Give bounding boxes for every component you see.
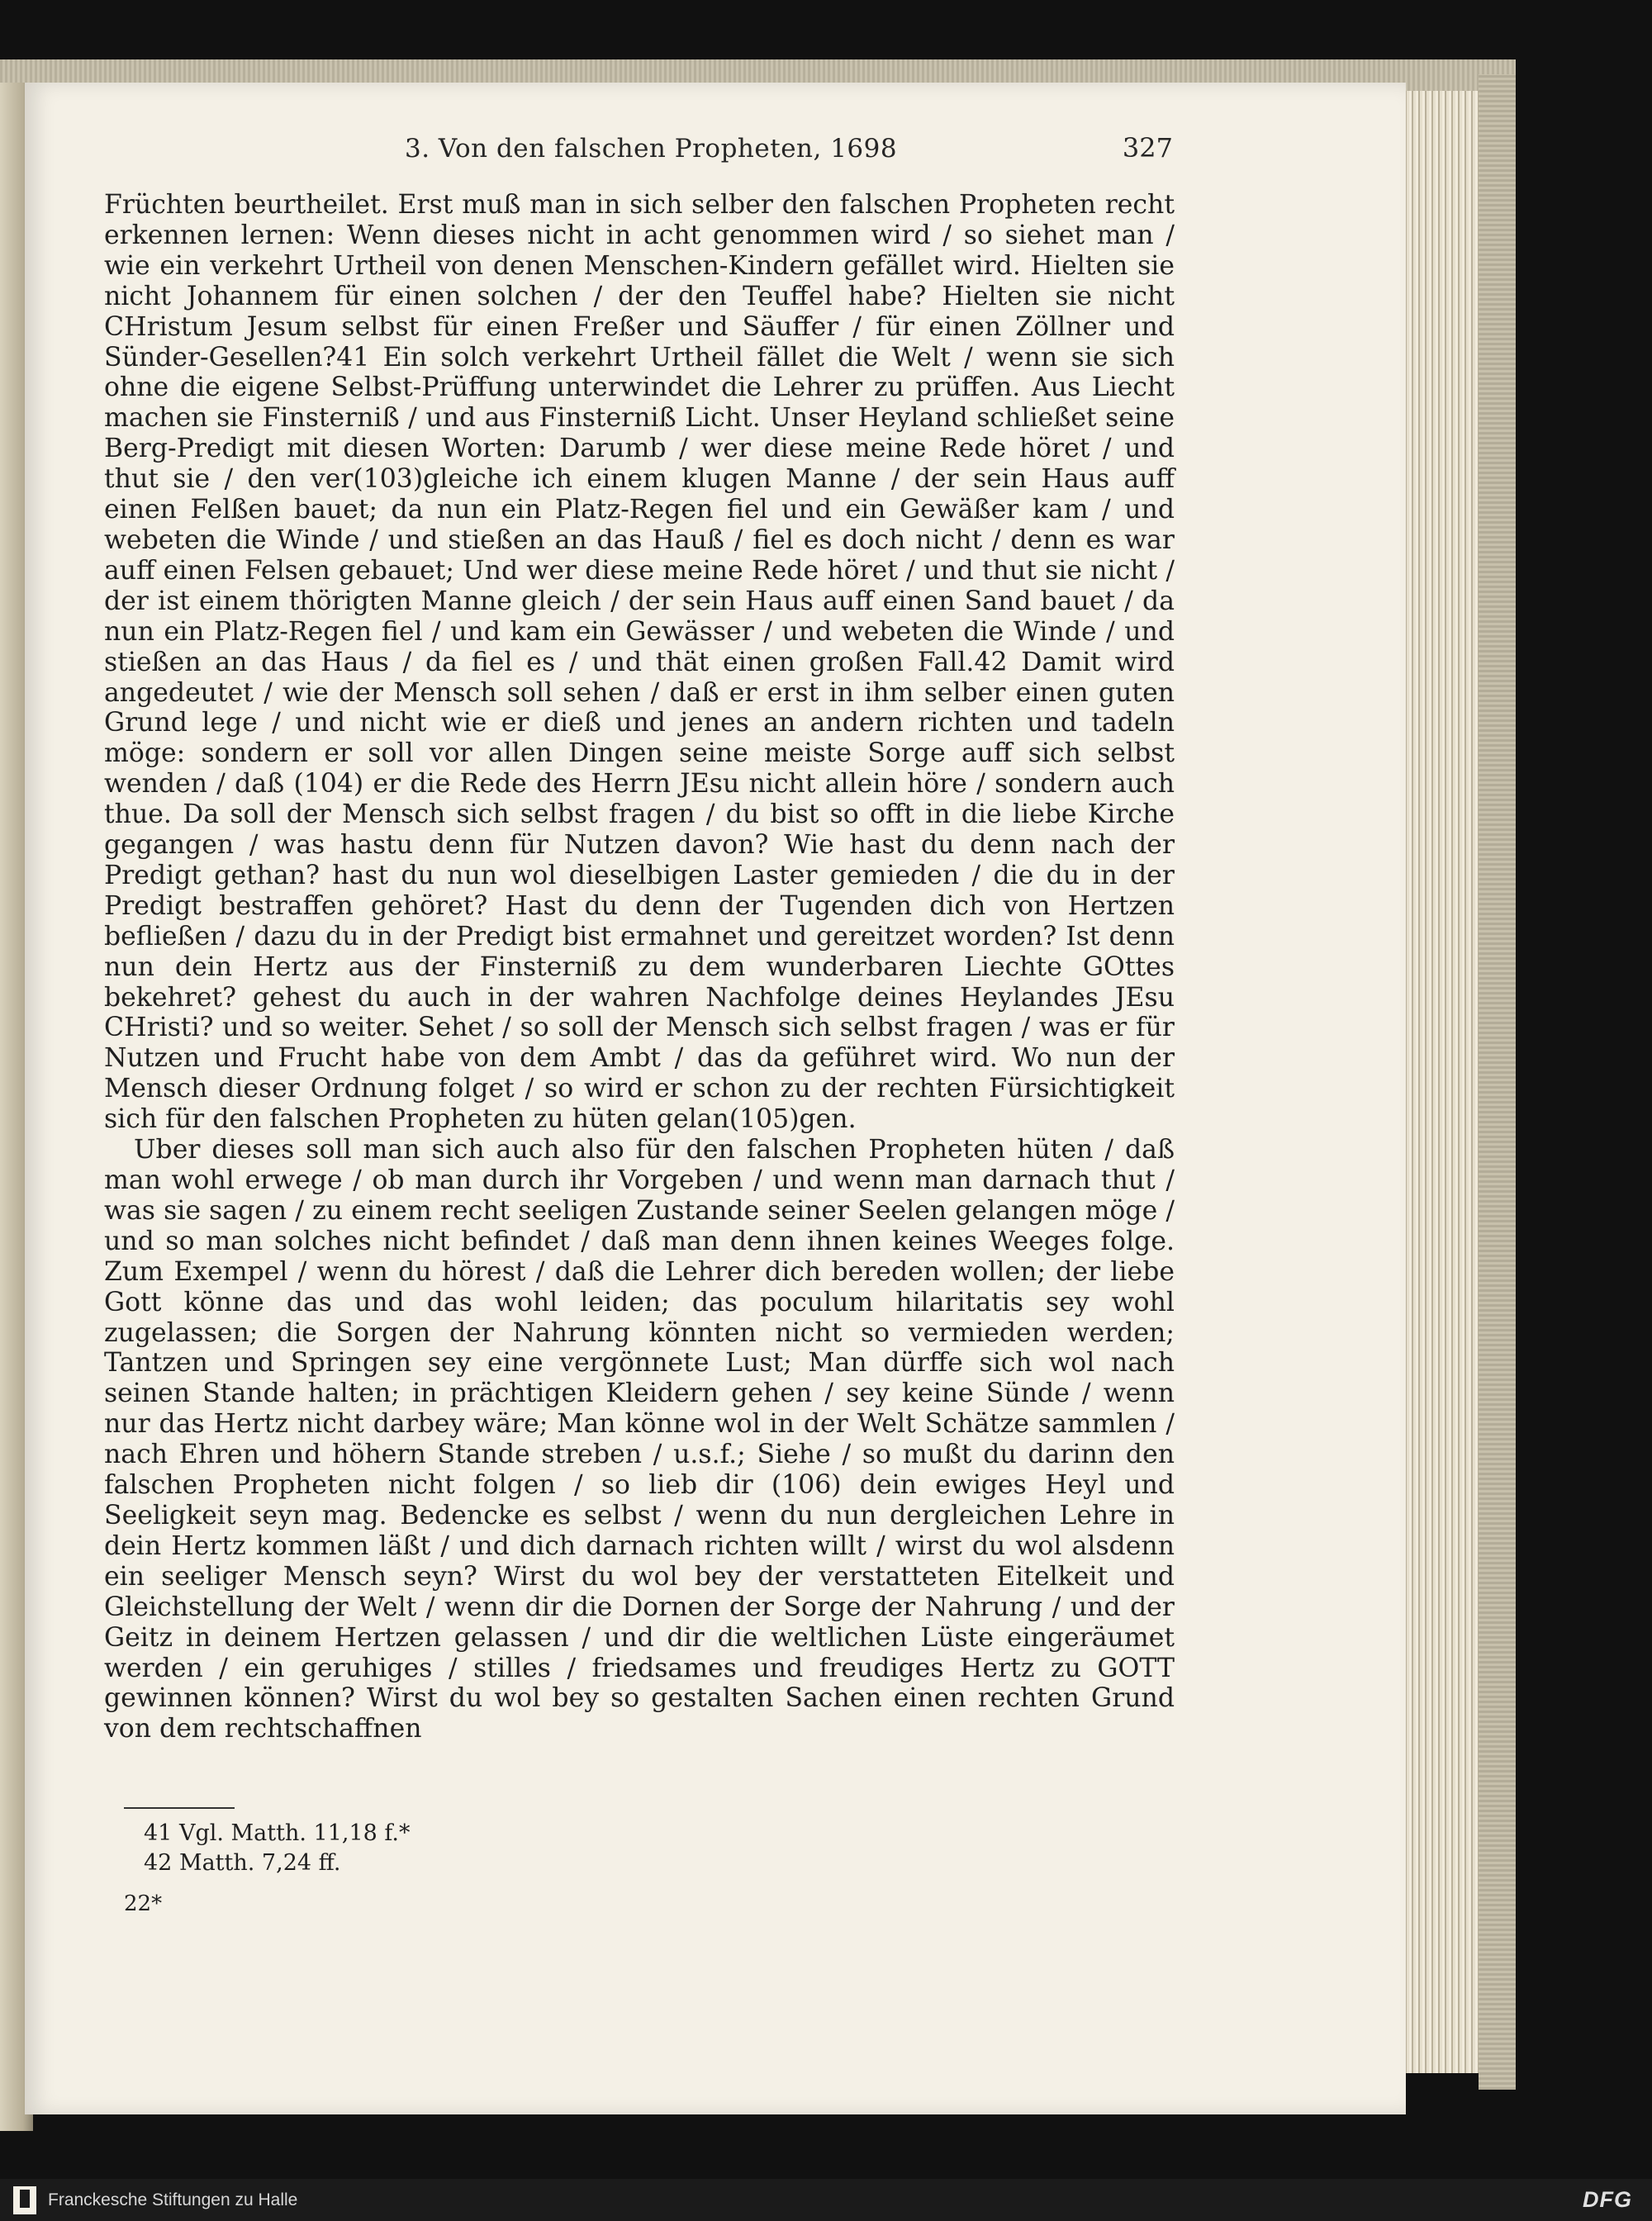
institution-logo-icon [13, 2186, 36, 2214]
footnote: 42 Matth. 7,24 ff. [144, 1850, 341, 1876]
running-head [99, 132, 1173, 164]
institution-name: Franckesche Stiftungen zu Halle [48, 2190, 298, 2209]
footer-institution-block[interactable] [13, 2186, 297, 2214]
body-text [104, 190, 1175, 1744]
footnotes [104, 1807, 600, 1878]
running-title: 3. Von den falschen Propheten, 1698 [405, 134, 898, 164]
viewer-footer [0, 2179, 1652, 2221]
page-edges [1396, 91, 1487, 2073]
book-cover-right-edge [1479, 74, 1516, 2090]
printer-signature: 22* [124, 1891, 163, 1916]
page-number: 327 [1122, 132, 1173, 164]
body-paragraph: Uber dieses soll man sich auch also für den falschen Propheten hüten / daß man wohl erwege / ob man durch ihr Vorgeben / und wenn man darnach thut / was sie sagen / zu einem recht seeligen Zustande seiner Seelen gelangen möge / und so man solches nicht befindet / daß man denn ihnen keines Weeges folge. Zum Exempel / wenn du hörest / daß die Lehrer dich bereden wollen; der liebe Gott könne das und das wohl leiden; das poculum hilaritatis sey wohl zugelassen; die Sorgen der Nahrung könnten nicht so vermieden werden; Tantzen und Springen sey eine vergönnete Lust; Man dürffe sich wol nach seinen Stande halten; in prächtigen Kleidern gehen / sey keine Sünde / wenn nur das Hertz nicht darbey wäre; Man könne wol in der Welt Schätze sammlen / nach Ehren und höhern Stande streben / u.s.f.; Siehe / so mußt du darinn den falschen Propheten nicht folgen / so lieb dir (106) dein ewiges Heyl und Seeligkeit seyn mag. Bedencke es selbst / wenn du nun dergleichen Lehre in dein Hertz kommen läßt / und dich darnach richten willt / wirst du wol alsdenn ein seeliger Mensch seyn? Wirst du wol bey der verstatteten Eitelkeit und Gleichstellung der Welt / wenn dir die Dornen der Sorge der Nahrung / und der Geitz in deinem Hertzen gelassen / und dir die weltlichen Lüste eingeräumet werden / ein geruhiges / stilles / friedsames und freudiges Hertz zu GOTT gewinnen können? Wirst du wol bey so gestalten Sachen einen rechten Grund von dem rechtschaffnen [104, 1135, 1175, 1744]
footnote-rule [124, 1807, 235, 1809]
footnote: 41 Vgl. Matth. 11,18 f.* [144, 1820, 411, 1846]
dfg-logo: DFG [1583, 2187, 1632, 2212]
body-paragraph: Früchten beurtheilet. Erst muß man in sich selber den falschen Propheten recht erkennen lernen: Wenn dieses nicht in acht genommen wird / so siehet man / wie ein verkehrt Urtheil von denen Menschen-Kindern gefället wird. Hielten sie nicht Johannem für einen solchen / der den Teuffel habe? Hielten sie nicht CHristum Jesum selbst für einen Freßer und Säuffer / für einen Zöllner und Sünder-Gesellen?41 Ein solch verkehrt Urtheil fället die Welt / wenn sie sich ohne die eigene Selbst-Prüffung unterwindet die Lehrer zu prüffen. Aus Liecht machen sie Finsterniß / und aus Finsterniß Licht. Unser Heyland schließet seine Berg-Predigt mit diesen Worten: Darumb / wer diese meine Rede höret / und thut sie / den ver(103)gleiche ich einem klugen Manne / der sein Haus auff einen Felßen bauet; da nun ein Platz-Regen fiel und ein Gewäßer kam / und webeten die Winde / und stießen an das Hauß / fiel es doch nicht / denn es war auff einen Felsen gebauet; Und wer diese meine Rede höret / und thut sie nicht / der ist einem thörigten Manne gleich / der sein Haus auff einen Sand bauet / da nun ein Platz-Regen fiel / und kam ein Gewässer / und webeten die Winde / und stießen an das Haus / da fiel es / und thät einen großen Fall.42 Damit wird angedeutet / wie der Mensch soll sehen / daß er erst in ihm selber einen guten Grund lege / und nicht wie er dieß und jenes an andern richten und tadeln möge: sondern er soll vor allen Dingen seine meiste Sorge auff sich selbst wenden / daß (104) er die Rede des Herrn JEsu nicht allein höre / sondern auch thue. Da soll der Mensch sich selbst fragen / du bist so offt in die liebe Kirche gegangen / was hastu denn für Nutzen davon? Wie hast du denn nach der Predigt gethan? hast du nun wol dieselbigen Laster gemieden / die du in der Predigt bestraffen gehöret? Hast du denn der Tugenden dich von Hertzen befließen / dazu du in der Predigt bist ermahnet und gereitzet worden? Ist denn nun dein Hertz aus der Finsterniß zu dem wunderbaren Liechte GOttes bekehret? gehest du auch in der wahren Nachfolge deines Heylandes JEsu CHristi? und so weiter. Sehet / so soll der Mensch sich selbst fragen / was er für Nutzen und Frucht habe von dem Ambt / das da geführet wird. Wo nun der Mensch dieser Ordnung folget / so wird er schon zu der rechten Fürsichtigkeit sich für den falschen Propheten zu hüten gelan(105)gen. [104, 190, 1175, 1135]
